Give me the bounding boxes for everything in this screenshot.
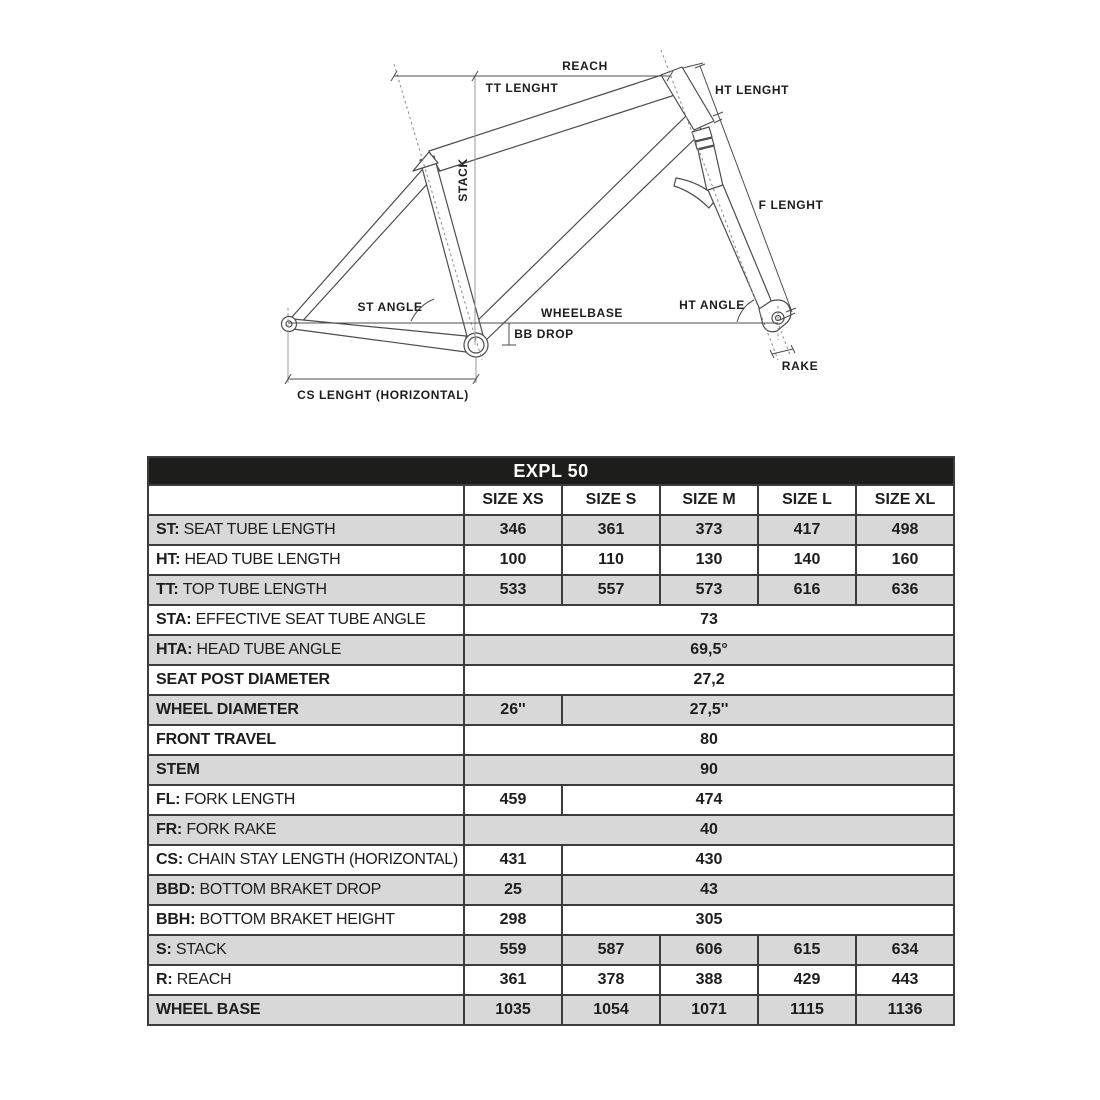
value-cell: 417 [758,515,856,545]
value-cell: 305 [562,905,954,935]
table-title: EXPL 50 [148,457,954,485]
diagram-label-wheelbase: WHEELBASE [540,306,624,320]
value-cell: 100 [464,545,562,575]
value-cell: 140 [758,545,856,575]
table-row [148,815,954,845]
value-cell: 373 [660,515,758,545]
row-label: SEAT POST DIAMETER [148,665,464,695]
value-cell: 1115 [758,995,856,1025]
diagram-label-stack: STACK [456,158,470,202]
diagram-label-cs-lenght: CS LENGHT (HORIZONTAL) [297,388,469,402]
row-label: FR: FORK RAKE [148,815,464,845]
value-cell: 27,5'' [562,695,954,725]
row-label: ST: SEAT TUBE LENGTH [148,515,464,545]
size-column-header: SIZE S [562,485,660,515]
value-cell: 298 [464,905,562,935]
row-label: STA: EFFECTIVE SEAT TUBE ANGLE [148,605,464,635]
value-cell: 1054 [562,995,660,1025]
table-row [148,755,954,785]
value-cell: 459 [464,785,562,815]
diagram-label-reach: REACH [562,59,608,73]
value-cell: 388 [660,965,758,995]
row-label: WHEEL DIAMETER [148,695,464,725]
value-cell: 1035 [464,995,562,1025]
table-row [148,515,954,545]
table-row [148,575,954,605]
value-cell: 160 [856,545,954,575]
size-header-row [148,485,954,515]
row-label: R: REACH [148,965,464,995]
size-column-header: SIZE XL [856,485,954,515]
value-cell: 73 [464,605,954,635]
value-cell: 26'' [464,695,562,725]
value-cell: 25 [464,875,562,905]
value-cell: 361 [562,515,660,545]
row-label: STEM [148,755,464,785]
diagram-label-tt-lenght: TT LENGHT [485,81,559,95]
value-cell: 40 [464,815,954,845]
value-cell: 587 [562,935,660,965]
value-cell: 474 [562,785,954,815]
diagram-label-st-angle: ST ANGLE [357,300,423,314]
value-cell: 346 [464,515,562,545]
value-cell: 498 [856,515,954,545]
table-row [148,875,954,905]
row-label: TT: TOP TUBE LENGTH [148,575,464,605]
value-cell: 533 [464,575,562,605]
table-row [148,935,954,965]
bike-frame-drawing [0,0,1100,450]
value-cell: 634 [856,935,954,965]
diagram-label-ht-lenght: HT LENGHT [714,83,790,97]
diagram-label-ht-angle: HT ANGLE [679,298,745,312]
value-cell: 557 [562,575,660,605]
value-cell: 43 [562,875,954,905]
empty-corner-cell [148,485,464,515]
value-cell: 361 [464,965,562,995]
value-cell: 443 [856,965,954,995]
table-title-row [148,457,954,485]
table-row [148,995,954,1025]
row-label: CS: CHAIN STAY LENGTH (HORIZONTAL) [148,845,464,875]
table-row [148,635,954,665]
row-label: FRONT TRAVEL [148,725,464,755]
diagram-label-f-lenght: F LENGHT [758,198,824,212]
geometry-table [147,456,955,1026]
value-cell: 1071 [660,995,758,1025]
table-row [148,965,954,995]
row-label: S: STACK [148,935,464,965]
value-cell: 559 [464,935,562,965]
row-label: FL: FORK LENGTH [148,785,464,815]
value-cell: 431 [464,845,562,875]
value-cell: 1136 [856,995,954,1025]
value-cell: 378 [562,965,660,995]
value-cell: 110 [562,545,660,575]
value-cell: 429 [758,965,856,995]
diagram-label-bb-drop: BB DROP [514,327,574,341]
value-cell: 130 [660,545,758,575]
diagram-label-rake: RAKE [781,359,819,373]
value-cell: 90 [464,755,954,785]
table-row [148,905,954,935]
table-row [148,785,954,815]
value-cell: 615 [758,935,856,965]
value-cell: 606 [660,935,758,965]
frame-geometry-diagram [0,0,1100,450]
size-column-header: SIZE L [758,485,856,515]
value-cell: 636 [856,575,954,605]
row-label: HT: HEAD TUBE LENGTH [148,545,464,575]
value-cell: 616 [758,575,856,605]
size-column-header: SIZE M [660,485,758,515]
size-column-header: SIZE XS [464,485,562,515]
table-row [148,725,954,755]
row-label: WHEEL BASE [148,995,464,1025]
row-label: BBH: BOTTOM BRAKET HEIGHT [148,905,464,935]
value-cell: 27,2 [464,665,954,695]
table-row [148,665,954,695]
value-cell: 80 [464,725,954,755]
table-row [148,605,954,635]
value-cell: 573 [660,575,758,605]
row-label: BBD: BOTTOM BRAKET DROP [148,875,464,905]
table-row [148,545,954,575]
table-row [148,695,954,725]
value-cell: 69,5° [464,635,954,665]
table-row [148,845,954,875]
row-label: HTA: HEAD TUBE ANGLE [148,635,464,665]
value-cell: 430 [562,845,954,875]
